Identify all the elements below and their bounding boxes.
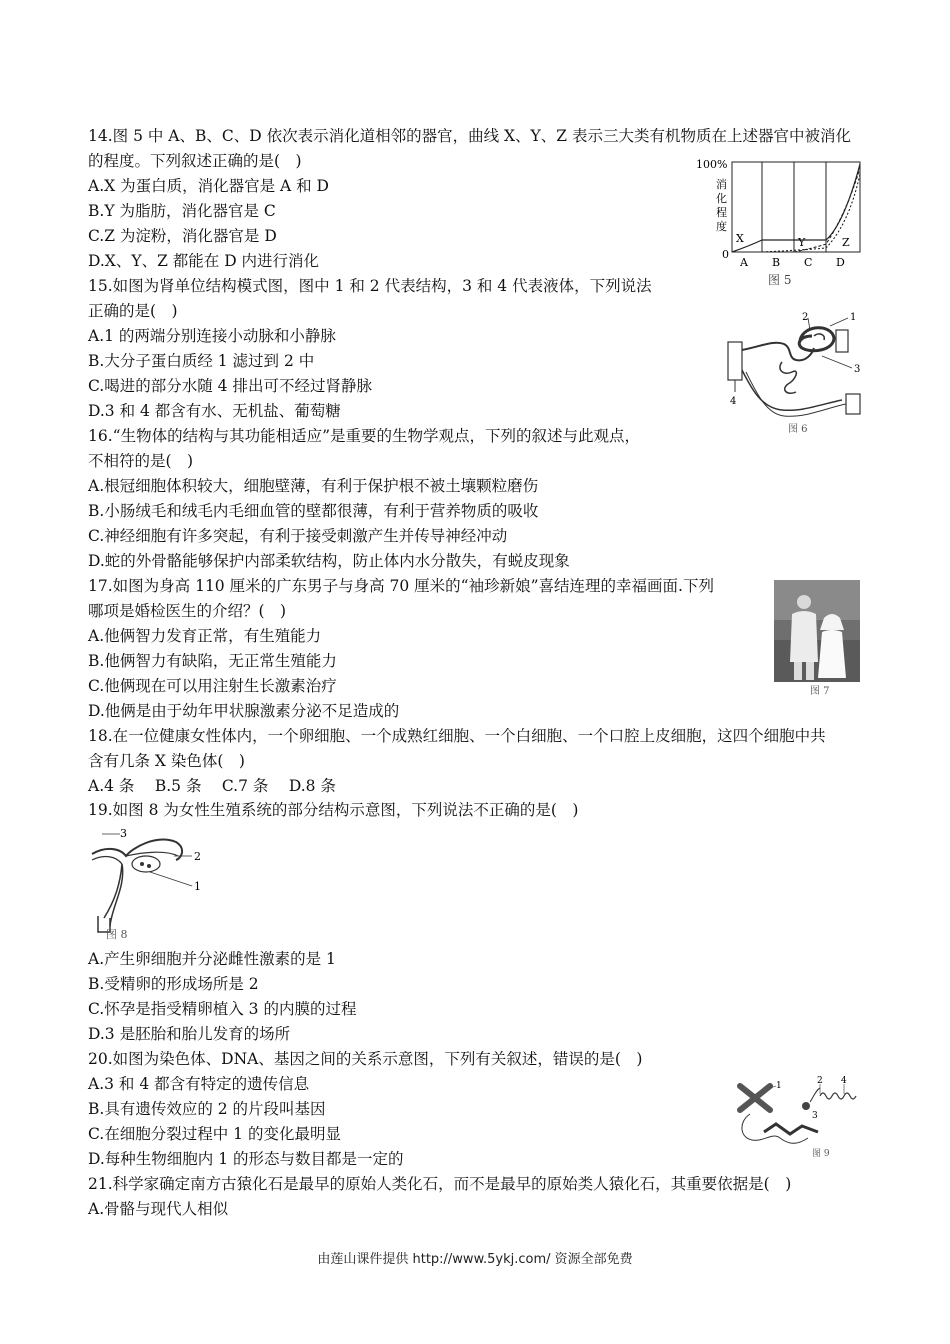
q14-stem-line-1: 14.图 5 中 A、B、C、D 依次表示消化道相邻的器官，曲线 X、Y、Z 表示三大类有机物质在上述器官中被消化 [88,127,851,145]
fig8-caption: 图 8 [106,928,128,941]
fig8-label-2: 2 [194,850,201,863]
q16-stem-line-2: 不相符的是( ) [88,452,194,470]
fig8-label-1: 1 [194,880,201,893]
figure-7-wedding-photo [774,580,862,698]
q15-stem-line-1: 15.如图为肾单位结构模式图，图中 1 和 2 代表结构，3 和 4 代表液体，下列说法 [88,277,652,295]
fig5-ylabel-2: 化 [716,192,727,205]
fig5-zero: 0 [722,248,729,261]
fig5-xlabel-b: B [772,256,781,269]
fig7-caption: 图 7 [810,686,830,697]
q15-option-d: D.3 和 4 都含有水、无机盐、葡萄糖 [88,402,341,420]
q17-option-a: A.他俩智力发育正常，有生殖能力 [88,627,322,645]
q19-option-c: C.怀孕是指受精卵植入 3 的内膜的过程 [88,1000,357,1018]
q15-option-b: B.大分子蛋白质经 1 滤过到 2 中 [88,352,315,370]
q20-option-d: D.每种生物细胞内 1 的形态与数目都是一定的 [88,1150,404,1168]
fig5-curve-x [732,164,860,252]
fig9-label-2: 2 [817,1076,823,1086]
q15-stem-line-2: 正确的是( ) [88,302,178,320]
figure-5-digestion-chart [694,154,866,292]
fig5-y-top: 100% [696,158,728,171]
fig5-ylabel-1: 消 [716,178,727,191]
q18-stem-line-2: 含有几条 X 染色体( ) [88,752,245,770]
fig9-caption: 图 9 [812,1149,830,1158]
q17-option-d: D.他俩是由于幼年甲状腺激素分泌不足造成的 [88,702,400,720]
fig6-label-2: 2 [802,312,809,323]
q14-option-a: A.X 为蛋白质，消化器官是 A 和 D [88,177,329,195]
fig5-xlabel-d: D [836,256,845,269]
q14-option-c: C.Z 为淀粉，消化器官是 D [88,227,277,245]
fig9-label-3: 3 [812,1111,818,1121]
fig6-label-4: 4 [730,396,737,407]
fig5-curve-label-y: Y [798,236,806,249]
fig6-label-1: 1 [850,312,857,323]
q14-stem-line-2: 的程度。下列叙述正确的是( ) [88,152,302,170]
fig9-label-4: 4 [841,1076,847,1086]
q18-options: A.4 条 B.5 条 C.7 条 D.8 条 [88,777,336,795]
q19-option-a: A.产生卵细胞并分泌雌性激素的是 1 [88,950,336,968]
q15-option-c: C.喝进的部分水随 4 排出可不经过肾静脉 [88,377,372,395]
q20-option-c: C.在细胞分裂过程中 1 的变化最明显 [88,1125,341,1143]
fig6-label-3: 3 [854,364,861,375]
fig5-ylabel-3: 程 [716,206,727,219]
figure-6-nephron [722,310,868,436]
fig6-caption: 图 6 [788,424,808,435]
q16-stem-line-1: 16.“生物体的结构与其功能相适应”是重要的生物学观点，下列的叙述与此观点， [88,427,641,445]
q20-option-b: B.具有遗传效应的 2 的片段叫基因 [88,1100,326,1118]
page-footer: 由莲山课件提供 http://www.5ykj.com/ 资源全部免费 [317,1252,633,1267]
q17-stem-line-1: 17.如图为身高 110 厘米的广东男子与身高 70 厘米的“袖珍新娘”喜结连理的幸福画面.下列 [88,577,714,595]
q20-stem: 20.如图为染色体、DNA、基因之间的关系示意图，下列有关叙述，错误的是( ) [88,1050,643,1068]
q15-option-a: A.1 的两端分别连接小动脉和小静脉 [88,327,336,345]
q16-option-c: C.神经细胞有许多突起，有利于接受刺激产生并传导神经冲动 [88,527,508,545]
figure-9-chromosome-dna-gene [724,1076,866,1158]
figure-8-female-reproductive-system [86,826,206,942]
q18-stem-line-1: 18.在一位健康女性体内，一个卵细胞、一个成熟红细胞、一个白细胞、一个口腔上皮细胞，这四个细胞中共 [88,727,826,745]
q17-stem-line-2: 哪项是婚检医生的介绍？( ) [88,602,287,620]
fig5-curve-label-z: Z [842,236,850,249]
fig8-label-3: 3 [120,827,127,840]
fig5-xlabel-a: A [740,256,748,269]
fig5-ylabel-4: 度 [716,220,727,233]
q16-option-b: B.小肠绒毛和绒毛内毛细血管的壁都很薄，有利于营养物质的吸收 [88,502,539,520]
q14-option-b: B.Y 为脂肪，消化器官是 C [88,202,276,220]
q16-option-a: A.根冠细胞体积较大，细胞壁薄，有利于保护根不被土壤颗粒磨伤 [88,477,539,495]
q14-option-d: D.X、Y、Z 都能在 D 内进行消化 [88,252,320,270]
fig5-curve-label-x: X [736,232,744,245]
q20-option-a: A.3 和 4 都含有特定的遗传信息 [88,1075,310,1093]
fig5-caption: 图 5 [768,273,792,287]
q16-option-d: D.蛇的外骨骼能够保护内部柔软结构，防止体内水分散失，有蜕皮现象 [88,552,570,570]
fig9-label-1: 1 [776,1081,782,1091]
q21-stem: 21.科学家确定南方古猿化石是最早的原始人类化石，而不是最早的原始类人猿化石，其重要依据是( ) [88,1175,792,1193]
q19-option-b: B.受精卵的形成场所是 2 [88,975,259,993]
q19-stem: 19.如图 8 为女性生殖系统的部分结构示意图，下列说法不正确的是( ) [88,801,579,819]
fig5-xlabel-c: C [804,256,813,269]
q19-option-d: D.3 是胚胎和胎儿发育的场所 [88,1025,291,1043]
q17-option-c: C.他俩现在可以用注射生长激素治疗 [88,677,337,695]
q17-option-b: B.他俩智力有缺陷，无正常生殖能力 [88,652,337,670]
q21-option-a: A.骨骼与现代人相似 [88,1200,229,1218]
